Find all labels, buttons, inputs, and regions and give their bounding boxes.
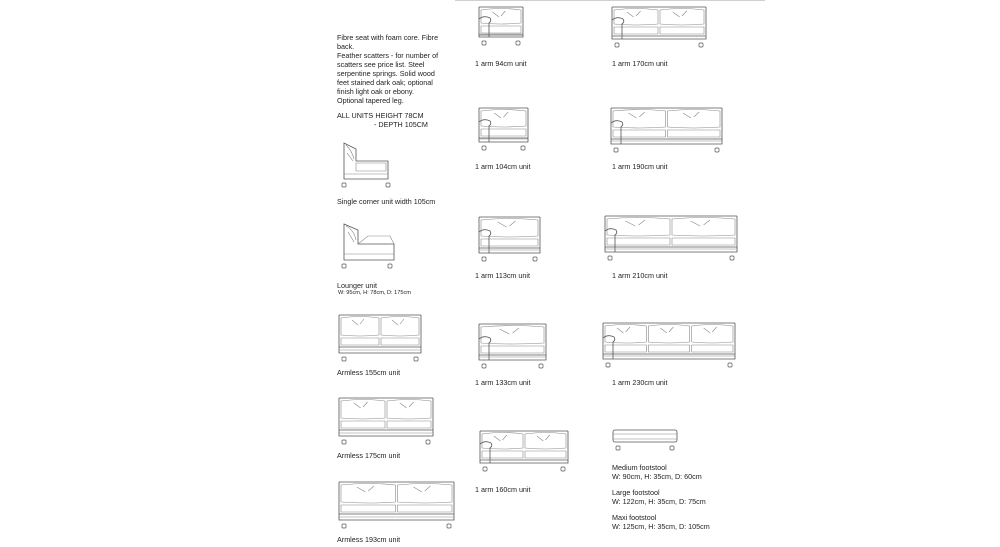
all-units-depth: - DEPTH 105CM — [374, 120, 428, 129]
large-footstool-label: Large footstool — [612, 488, 660, 497]
one-arm-104-drawing — [478, 104, 529, 150]
one-arm-160-label: 1 arm 160cm unit — [475, 485, 531, 494]
one-arm-94-drawing — [478, 3, 524, 45]
one-arm-94-label: 1 arm 94cm unit — [475, 59, 527, 68]
corner-unit-label: Single corner unit width 105cm — [337, 197, 436, 206]
all-units-height: - HEIGHT 78CM — [371, 111, 424, 120]
top-rule — [455, 0, 765, 1]
maxi-footstool-dims: W: 125cm, H: 35cm, D: 105cm — [612, 522, 710, 531]
armless-175-label: Armless 175cm unit — [337, 451, 401, 460]
one-arm-190-label: 1 arm 190cm unit — [612, 162, 668, 171]
one-arm-133-label: 1 arm 133cm unit — [475, 378, 531, 387]
one-arm-113-label: 1 arm 113cm unit — [475, 271, 530, 280]
one-arm-190-drawing — [610, 104, 723, 152]
armless-175-drawing — [338, 394, 434, 444]
armless-193-label: Armless 193cm unit — [337, 535, 401, 544]
one-arm-210-label: 1 arm 210cm unit — [612, 271, 668, 280]
large-footstool-dims: W: 122cm, H: 35cm, D: 75cm — [612, 497, 706, 506]
one-arm-133-drawing — [478, 320, 547, 368]
armless-155-drawing — [338, 311, 422, 361]
corner-unit-drawing — [338, 141, 394, 187]
description-text: Fibre seat with foam core. Fibre back. Feather scatters - for number of scatters see price list. Steel serpentine springs. Solid wood feet stained dark oak; optional finish light oak or ebony. Optional tapered leg. — [337, 33, 439, 105]
all-units-label: ALL UNITS — [337, 111, 374, 120]
footstool-drawing — [612, 428, 678, 450]
one-arm-210-drawing — [604, 212, 738, 260]
lounger-unit-dims: W: 95cm, H: 78cm, D: 175cm — [338, 290, 411, 296]
one-arm-170-drawing — [611, 3, 707, 47]
one-arm-230-drawing — [602, 319, 736, 367]
medium-footstool-dims: W: 90cm, H: 35cm, D: 60cm — [612, 472, 702, 481]
maxi-footstool-label: Maxi footstool — [612, 513, 657, 522]
one-arm-230-label: 1 arm 230cm unit — [612, 378, 668, 387]
one-arm-104-label: 1 arm 104cm unit — [475, 162, 531, 171]
armless-155-label: Armless 155cm unit — [337, 368, 401, 377]
armless-193-drawing — [338, 478, 455, 528]
lounger-unit-label: Lounger unit — [337, 281, 377, 290]
one-arm-170-label: 1 arm 170cm unit — [612, 59, 668, 68]
lounger-unit-drawing — [338, 222, 396, 268]
medium-footstool-label: Medium footstool — [612, 463, 667, 472]
one-arm-160-drawing — [479, 427, 569, 471]
one-arm-113-drawing — [478, 213, 541, 261]
